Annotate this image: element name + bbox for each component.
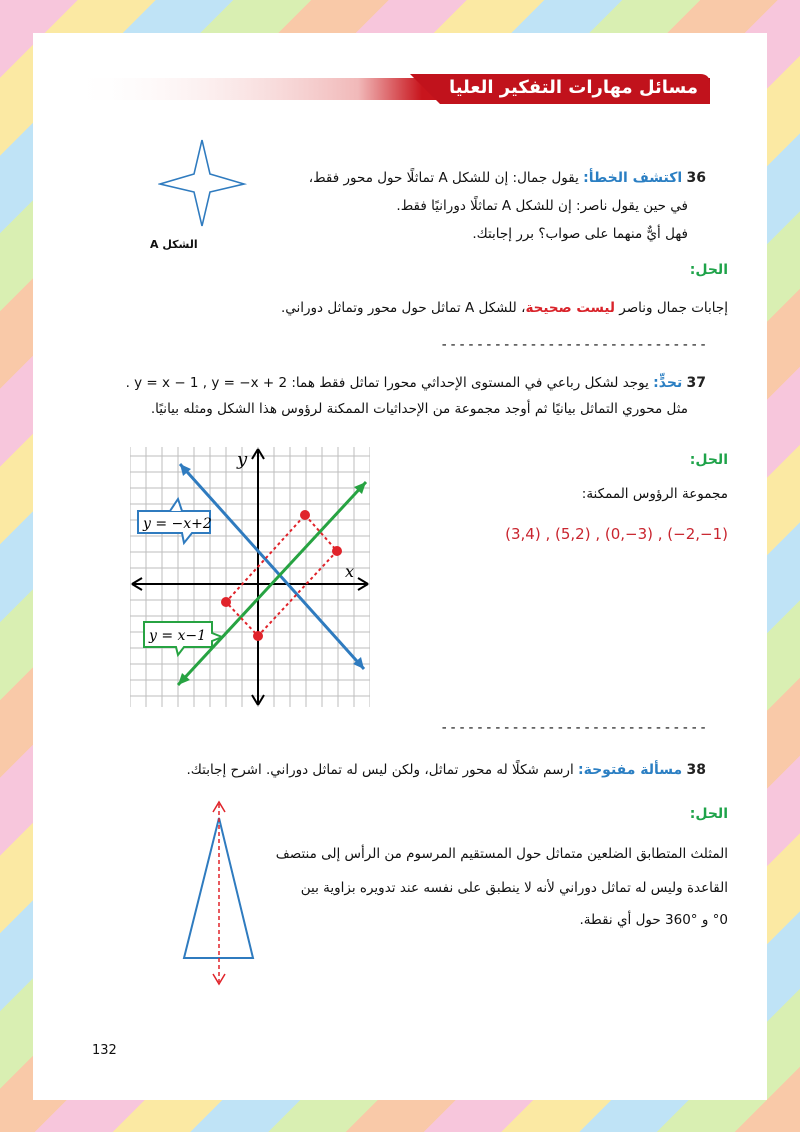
q38-number: 38 — [686, 762, 706, 778]
callout-line2-text: y = x−1 — [149, 628, 207, 644]
vertex-0-neg3 — [253, 631, 263, 641]
vertex-3-4 — [300, 510, 310, 520]
graph-grid — [130, 447, 370, 707]
q36-answer — [281, 300, 728, 316]
q38-line1 — [187, 762, 707, 778]
q37-solution-label: الحل: — [689, 452, 728, 468]
callout-line1-text: y = −x+2 — [143, 516, 212, 532]
q37-text1: يوجد لشكل رباعي في المستوى الإحداثي محورا تماثل فقط هما: y = x − 1 , y = −x + 2 . — [125, 375, 649, 391]
q38-solution-label: الحل: — [689, 806, 728, 822]
y-axis-label: y — [237, 449, 248, 470]
vertices-label: مجموعة الرؤوس الممكنة: — [581, 486, 728, 502]
q36-answer-prefix: إجابات جمال وناصر — [619, 300, 728, 316]
q36-line2: في حين يقول ناصر: إن للشكل A تماثلًا دورانيًا فقط. — [396, 198, 688, 214]
q36-tag: اكتشف الخطأ: — [583, 170, 683, 186]
vertices-coordinates: (3,4) , (5,2) , (0,−3) , (−2,−1) — [505, 525, 728, 543]
separator-2: ------------------------------ — [440, 720, 708, 736]
y-axis — [252, 449, 264, 705]
q38-answer-line2: القاعدة وليس له تماثل دوراني لأنه لا ينطبق على نفسه عند تدويره بزاوية بين — [300, 880, 728, 896]
x-axis-label: x — [345, 562, 355, 581]
figure-a-label: الشكل A — [150, 238, 198, 251]
q36-answer-suffix: ، للشكل A تماثل حول محور وتماثل دوراني. — [280, 300, 526, 316]
q37-line2: مثل محوري التماثل بيانيًا ثم أوجد مجموعة من الإحداثيات الممكنة لرؤوس هذا الشكل ومثله بيانيًا. — [150, 401, 688, 417]
q36-line3: فهل أيٌّ منهما على صواب؟ برر إجابتك. — [472, 226, 688, 242]
q36-line1 — [309, 170, 706, 186]
vertex-neg2-neg1 — [221, 597, 231, 607]
star-figure-a — [158, 138, 248, 233]
isosceles-triangle-figure — [180, 800, 260, 990]
q36-text1: يقول جمال: إن للشكل A تماثلًا حول محور فقط، — [308, 170, 579, 186]
x-axis — [132, 578, 368, 590]
q38-answer-line3: °0 و °360 حول أي نقطة. — [579, 912, 728, 928]
q38-answer-line1: المثلث المتطابق الضلعين متماثل حول المستقيم المرسوم من الرأس إلى منتصف — [275, 846, 728, 862]
banner-title: مسائل مهارات التفكير العليا — [448, 77, 698, 98]
symmetry-axis-arrows — [213, 802, 225, 984]
separator-1: ------------------------------ — [440, 337, 708, 353]
q37-tag: تحدٍّ: — [653, 375, 683, 391]
q36-solution-label: الحل: — [689, 262, 728, 278]
coordinate-graph — [130, 447, 370, 707]
q38-tag: مسألة مفتوحة: — [578, 762, 683, 778]
q37-number: 37 — [686, 375, 706, 391]
q37-line1 — [126, 375, 706, 391]
q38-text1: ارسم شكلًا له محور تماثل، ولكن ليس له تماثل دوراني. اشرح إجابتك. — [186, 762, 574, 778]
vertex-5-2 — [332, 546, 342, 556]
q36-number: 36 — [686, 170, 706, 186]
section-banner — [70, 74, 710, 104]
q36-answer-red: ليست صحيحة — [525, 300, 615, 316]
page-number: 132 — [92, 1043, 117, 1058]
